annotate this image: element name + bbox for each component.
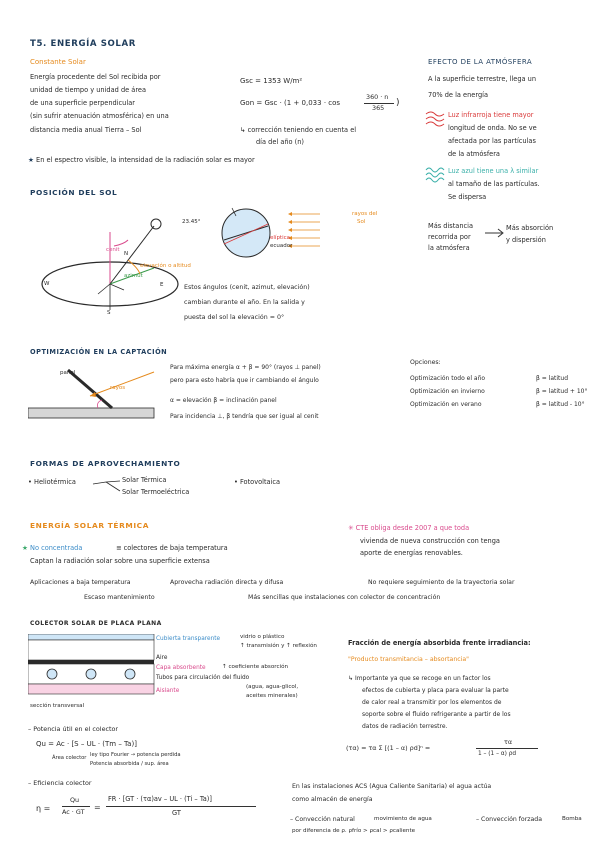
rayos-panel-label: rayos (110, 385, 126, 391)
no-requiere-text: No requiere seguimiento de la trayectoria solar (368, 579, 515, 586)
qu-formula: Qu = Ac · [S – UL · (Tm – Ta)] (36, 740, 137, 748)
panel-diagram (28, 362, 158, 424)
cenit-label: cenit (106, 247, 120, 253)
collector-diagram (28, 634, 156, 698)
aprovecha-text: Aprovecha radiación directa y difusa (170, 579, 284, 586)
helio-label: • Heliotérmica (28, 478, 76, 486)
conv-forzada: – Convección forzada (476, 816, 543, 823)
captan-text: Captan la radiación solar sobre una superficie extensa (30, 557, 210, 565)
potencia-label: – Potencia útil en el colector (28, 725, 119, 733)
atmosfera-heading: EFECTO DE LA ATMÓSFERA (428, 58, 533, 66)
aplicaciones-text: Aplicaciones a baja temperatura (30, 579, 131, 586)
conv-natural: – Convección natural (290, 816, 355, 823)
no-concentrada-desc: ≡ colectores de baja temperatura (116, 544, 228, 552)
eliptica-label: elíptica (270, 235, 291, 241)
area-note: Área colector (52, 755, 87, 761)
panel-label: panel (60, 370, 76, 376)
conv-forzada-desc: Bomba (562, 816, 582, 822)
solar-termoelectrica-label: Solar Termoeléctrica (122, 488, 190, 496)
arrow-right-icon (484, 228, 506, 238)
producto-label: "Producto transmitancia – absortancia" (348, 656, 469, 663)
page-title: T5. ENERGÍA SOLAR (30, 39, 136, 49)
no-concentrada: ★ No concentrada (22, 544, 83, 552)
e-label: E (160, 282, 164, 288)
qu-note-2: Potencia absorbida / sup. área (90, 761, 169, 767)
posicion-heading: POSICIÓN DEL SOL (30, 188, 118, 197)
formas-heading: FORMAS DE APROVECHAMIENTO (30, 459, 181, 468)
gsc-formula: Gsc = 1353 W/m² (240, 77, 303, 85)
azimut-label: azimut (124, 273, 143, 279)
angle-label: 23.45° (182, 219, 201, 225)
w-label: W (44, 281, 50, 287)
ecuador-label: ecuador (270, 243, 293, 249)
wave-blue-icon (424, 166, 446, 184)
elevacion-label: elevación o altitud (140, 263, 191, 269)
qu-note-1: ley tipo Fourier → potencia perdida (90, 752, 181, 758)
fraccion-heading: Fracción de energía absorbida frente irradiancia: (348, 639, 531, 647)
optimizacion-heading: OPTIMIZACIÓN EN LA CAPTACIÓN (30, 348, 168, 356)
conv-natural-desc-2: por diferencia de ρ. ρfrío > ρcal > ρcaliente (292, 828, 416, 834)
conv-natural-desc-1: movimiento de agua (374, 816, 432, 822)
branch-icon (92, 478, 122, 494)
opciones-title: Opciones: (410, 359, 441, 366)
rayos-label: rayos del (352, 211, 378, 217)
colector-heading: COLECTOR SOLAR DE PLACA PLANA (30, 620, 162, 627)
n-label: N (124, 251, 129, 257)
escaso-text: Escaso mantenimiento (84, 594, 155, 601)
visible-note: ★ En el espectro visible, la intensidad de la radiación solar es mayor (28, 156, 255, 164)
wave-red-icon (424, 110, 446, 128)
atmosfera-intro: A la superficie terrestre, llega un (428, 75, 537, 83)
eficiencia-label: – Eficiencia colector (28, 779, 92, 787)
solar-termica-label: Solar Térmica (122, 476, 167, 484)
constante-heading: Constante Solar (30, 58, 86, 66)
mas-sencillas-text: Más sencillas que instalaciones con colector de concentración (248, 594, 441, 601)
s-label: S (107, 310, 111, 316)
foto-label: • Fotovoltaica (234, 478, 281, 486)
termica-heading: ENERGÍA SOLAR TÉRMICA (30, 521, 150, 530)
